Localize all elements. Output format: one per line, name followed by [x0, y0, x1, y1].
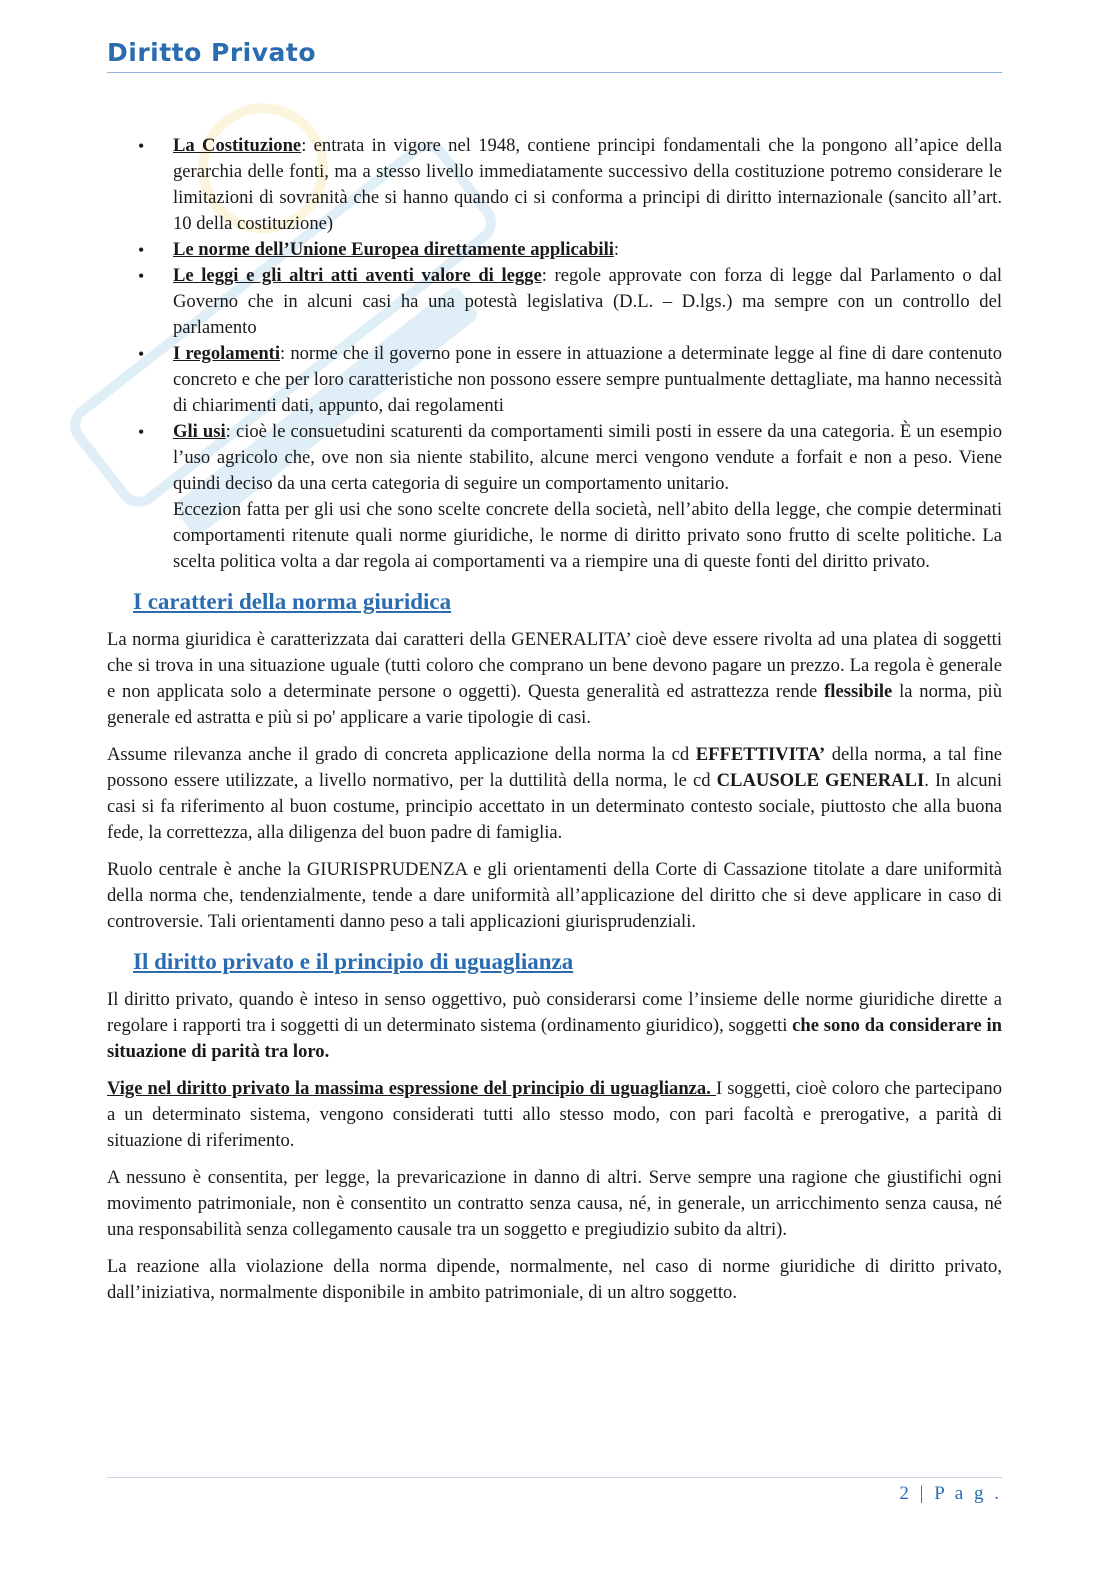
list-item-term: La Costituzione — [173, 135, 302, 156]
paragraph: La reazione alla violazione della norma dipende, normalmente, nel caso di norme giuridiche di diritto privato, dall’iniziativa, normalmente disponibile in ambito patrimoniale, di un altro soggetto. — [107, 1256, 1002, 1303]
list-continuation-paragraph: Eccezion fatta per gli usi che sono scelte concrete della società, nell’abito della legge, che compie determinati comportamenti ritenute quali norme giuridiche, le norme di diritto privato sono frutto di scelte politiche. La scelta politica volta a dar regola ai comportamenti va a riempire una di queste fonti del diritto privato. — [173, 499, 1002, 572]
page-number: 2 | P a g . — [899, 1483, 1002, 1504]
list-item-term: Le norme dell’Unione Europea direttamente applicabili — [173, 239, 614, 260]
section-heading-caratteri: I caratteri della norma giuridica — [133, 589, 452, 614]
list-item-text: : cioè le consuetudini scaturenti da comportamenti simili posti in essere da una categoria. È un esempio l’uso agricolo che, ove non sia niente stabilito, alcune merci vengono vendute a forfait e non a peso. Viene quindi deciso da una certa categoria di seguire un comportamento unitario. — [173, 421, 1002, 494]
bullet-icon: • — [138, 344, 145, 364]
bullet-icon: • — [138, 422, 145, 442]
list-item-term: Gli usi — [173, 421, 226, 442]
page-header-title: Diritto Privato — [107, 38, 317, 67]
list-item — [107, 237, 1002, 263]
sources-list — [107, 133, 1002, 497]
section-heading-uguaglianza: Il diritto privato e il principio di uguaglianza — [133, 949, 574, 974]
header-divider — [107, 72, 1002, 73]
paragraph: Ruolo centrale è anche la GIURISPRUDENZA e gli orientamenti della Corte di Cassazione titolate a dare uniformità della norma che, tendenzialmente, tende a dare uniformità all’applicazione del diritto che si deve applicare in caso di controversie. Tali orientamenti danno peso a tali applicazioni giurisprudenziali. — [107, 859, 1002, 932]
paragraph: Il diritto privato, quando è inteso in senso oggettivo, può considerarsi come l’insieme delle norme giuridiche dirette a regolare i rapporti tra i soggetti di un determinato sistema (ordinamento giuridico), soggetti che sono da considerare in situazione di parità tra loro. — [107, 989, 1002, 1062]
list-item-term: I regolamenti — [173, 343, 281, 364]
bullet-icon: • — [138, 136, 145, 156]
list-item — [107, 263, 1002, 341]
bullet-icon: • — [138, 240, 145, 260]
list-item — [107, 419, 1002, 497]
list-item — [107, 133, 1002, 237]
footer-divider — [107, 1477, 1002, 1478]
list-item — [107, 341, 1002, 419]
list-item-text: : — [613, 239, 620, 260]
list-item-text: : regole approvate con forza di legge dal Parlamento o dal Governo che in alcuni casi ha una potestà legislativa (D.L. – D.lgs.) ma sempre con un controllo del parlamento — [173, 265, 1002, 338]
list-item-text: : norme che il governo pone in essere in attuazione a determinate legge al fine di dare contenuto concreto e che per loro caratteristiche non possono essere sempre puntualmente dettagliate, ma hanno necessità di chiarimenti dati, appunto, dai regolamenti — [173, 343, 1002, 416]
document-body — [107, 133, 1002, 1317]
list-item-text: : entrata in vigore nel 1948, contiene principi fondamentali che la pongono all’apice della gerarchia delle fonti, ma a stesso livello immediatamente successivo della costituzione potremo considerare le limitazioni di sovranità che si hanno quando ci si conforma a principi di diritto internazionale (sancito all’art. 10 della costituzione) — [173, 135, 1002, 234]
paragraph: Assume rilevanza anche il grado di concreta applicazione della norma la cd EFFETTIVITA’ della norma, a tal fine possono essere utilizzate, a livello normativo, per la duttilità della norma, le cd CLAUSOLE GENERALI. In alcuni casi si fa riferimento al buon costume, principio accettato in un determinato contesto sociale, piuttosto che alla buona fede, la correttezza, alla diligenza del buon padre di famiglia. — [107, 744, 1002, 843]
paragraph: A nessuno è consentita, per legge, la prevaricazione in danno di altri. Serve sempre una ragione che giustifichi ogni movimento patrimoniale, non è consentito un contratto senza causa, né, in generale, un arricchimento senza causa, né una responsabilità senza collegamento causale tra un soggetto e pregiudizio subito da altri). — [107, 1167, 1002, 1240]
paragraph: Vige nel diritto privato la massima espressione del principio di uguaglianza. I soggetti, cioè coloro che partecipano a un determinato sistema, vengono considerati tutti allo stesso modo, con pari facoltà e prerogative, a parità di situazione di riferimento. — [107, 1078, 1002, 1151]
bullet-icon: • — [138, 266, 145, 286]
paragraph: La norma giuridica è caratterizzata dai caratteri della GENERALITA’ cioè deve essere rivolta ad una platea di soggetti che si trova in una situazione uguale (tutti coloro che comprano un bene devono pagare un prezzo. La regola è generale e non applicata solo a determinate persone o oggetti). Questa generalità ed astrattezza rende flessibile la norma, più generale ed astratta e più si po' applicare a varie tipologie di casi. — [107, 629, 1002, 728]
list-item-term: Le leggi e gli altri atti aventi valore di legge — [173, 265, 542, 286]
